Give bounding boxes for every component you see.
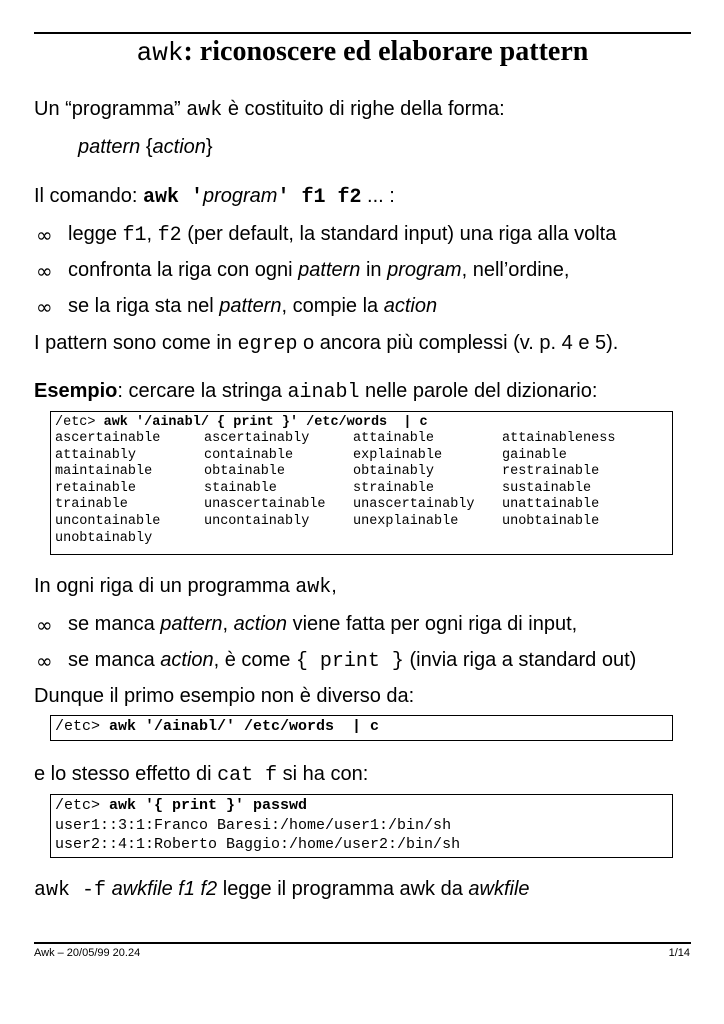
dunque-line: Dunque il primo esempio non è diverso da:	[34, 685, 415, 707]
output-word: trainable	[55, 497, 128, 513]
output-word: attainable	[353, 431, 435, 446]
title-text: : riconoscere ed elaborare pattern	[183, 36, 589, 67]
output-word: uncontainably	[204, 513, 310, 529]
code-box-example	[50, 411, 673, 555]
output-word: attainably	[55, 447, 137, 463]
bullet-compare: confronta la riga con ogni pattern in program, nell’ordine,	[68, 259, 570, 281]
bullet-no-action: se manca action, è come { print } (invia riga a standard out)	[68, 649, 637, 673]
output-word: containable	[204, 447, 294, 463]
output-word: explainable	[353, 447, 443, 463]
bullet-no-pattern: se manca pattern, action viene fatta per ogni riga di input,	[68, 613, 578, 635]
output-word: unascertainably	[353, 497, 475, 513]
output-word: unobtainable	[502, 513, 600, 529]
command-prompt-line: /etc> awk '/ainabl/' /etc/words | c	[55, 718, 380, 735]
last-line: awk -f awkfile f1 f2 legge il programma awk da awkfile	[34, 878, 530, 902]
output-word: stainable	[204, 480, 277, 496]
output-word: obtainable	[204, 464, 286, 480]
words-output	[55, 431, 672, 547]
output-word: uncontainable	[55, 513, 161, 529]
footer-rule	[34, 942, 691, 944]
output-word: maintainable	[55, 464, 153, 480]
bullet-icon: ∞	[36, 649, 53, 673]
footer-left: Awk – 20/05/99 20.24	[34, 947, 141, 959]
bullet-icon: ∞	[36, 295, 53, 319]
cat-line: e lo stesso effetto di cat f si ha con:	[34, 763, 369, 787]
intro-line: Un “programma” awk è costituito di righe della forma:	[34, 98, 505, 122]
output-word: unexplainable	[353, 513, 459, 529]
code-box-passwd	[50, 794, 673, 858]
output-word: restrainable	[502, 464, 600, 480]
output-word: obtainably	[353, 464, 435, 480]
bullet-icon: ∞	[36, 613, 53, 637]
output-word: retainable	[55, 480, 137, 496]
bullet-icon: ∞	[36, 259, 53, 283]
code-box-simple	[50, 715, 673, 741]
command-prompt-line: /etc> awk '{ print }' passwd	[55, 797, 308, 814]
output-word: ascertainably	[204, 431, 310, 446]
command-line: Il comando: awk 'program' f1 f2 ... :	[34, 185, 395, 209]
output-word: sustainable	[502, 480, 592, 496]
output-word: attainableness	[502, 431, 616, 446]
output-word: gainable	[502, 447, 567, 463]
output-line: user1::3:1:Franco Baresi:/home/user1:/bin/sh	[55, 816, 452, 834]
title-command: awk	[136, 38, 184, 68]
bullet-icon: ∞	[36, 223, 53, 247]
each-line: In ogni riga di un programma awk,	[34, 575, 337, 599]
output-line: user2::4:1:Roberto Baggio:/home/user2:/bin/sh	[55, 836, 461, 853]
output-word: unobtainably	[55, 530, 153, 546]
page-title	[34, 36, 691, 68]
example-line: Esempio: cercare la stringa ainabl nelle parole del dizionario:	[34, 380, 598, 404]
bullet-read: legge f1, f2 (per default, la standard input) una riga alla volta	[68, 223, 617, 247]
output-word: unascertainable	[204, 497, 326, 513]
bullet-match: se la riga sta nel pattern, compie la action	[68, 295, 438, 317]
output-word: ascertainable	[55, 431, 161, 446]
top-rule	[34, 32, 691, 34]
page-number: 1/14	[668, 947, 690, 959]
output-word: strainable	[353, 480, 435, 496]
command-prompt-line: /etc> awk '/ainabl/ { print }' /etc/words | c	[55, 415, 428, 430]
form-line: pattern {action}	[78, 136, 213, 158]
patterns-line: I pattern sono come in egrep o ancora più complessi (v. p. 4 e 5).	[34, 332, 619, 356]
output-word: unattainable	[502, 497, 600, 513]
